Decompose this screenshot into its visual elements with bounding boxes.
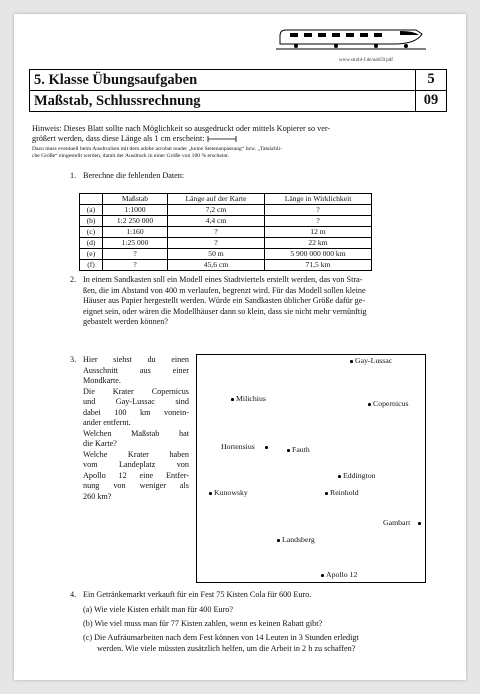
crater-dot: [265, 446, 268, 449]
table-row: [80, 216, 372, 227]
crater-label: Apollo 12: [326, 570, 358, 579]
table-header-cell: [80, 194, 103, 205]
crater-dot: [350, 360, 353, 363]
crater-dot: [418, 522, 421, 525]
hint-small-2: che Größe“ eingestellt werden, damit der Ausdruck in einer Größe von 100 % erscheint.: [32, 153, 230, 159]
table-cell: ?: [168, 238, 265, 249]
table-cell: 1:1000: [103, 205, 168, 216]
table-cell: (a): [80, 205, 103, 216]
table-cell: (e): [80, 249, 103, 260]
worksheet-page: [14, 14, 466, 680]
q3-line: Mondkarte.: [83, 376, 121, 385]
table-cell: ?: [103, 249, 168, 260]
moon-map: [196, 354, 426, 583]
table-row: [80, 260, 372, 271]
q3-line: 260 km?: [83, 491, 112, 501]
scale-table: [79, 193, 372, 271]
q3-line: Ausschnitt aus einer: [83, 365, 189, 375]
q4-number: 4.: [70, 590, 77, 599]
crater-dot: [368, 403, 371, 406]
q3-text: [83, 355, 189, 502]
table-cell: ?: [265, 216, 372, 227]
table-cell: 1:2 250 000: [103, 216, 168, 227]
q4-text: Ein Getränkemarkt verkauft für ein Fest 75 Kisten Cola für 600 Euro.: [83, 590, 312, 599]
table-cell: 1:160: [103, 227, 168, 238]
q3-line: Hier siehst du einen: [83, 355, 189, 364]
q2-number: 2.: [70, 275, 77, 284]
table-cell: 7,2 cm: [168, 205, 265, 216]
sheet-number: 09: [415, 91, 446, 111]
q1-number: 1.: [70, 171, 77, 180]
q2-line: gebastelt werden können?: [83, 317, 169, 326]
crater-label: Eddington: [343, 471, 376, 480]
crater-label: Reinhold: [330, 488, 359, 497]
crater-label: Copernicus: [373, 399, 409, 408]
table-header-cell: Maßstab: [103, 194, 168, 205]
crater-dot: [287, 449, 290, 452]
q4-c-line-2: werden. Wie viele müssten zusätzlich helfen, um die Arbeit in 2 h zu schaffen?: [97, 644, 356, 653]
source-url: www.strobl-f.de/ueb59.pdf: [339, 58, 393, 63]
table-header-cell: Länge auf der Karte: [168, 194, 265, 205]
table-row: [80, 238, 372, 249]
table-cell: (b): [80, 216, 103, 227]
q3-line: Die Krater Copernicus: [83, 386, 189, 396]
crater-dot: [338, 475, 341, 478]
q3-line: vom Landeplatz von: [83, 460, 189, 469]
header-row-2: [29, 90, 447, 112]
table-cell: ?: [265, 205, 372, 216]
q2-text: [83, 275, 449, 328]
q3-line: Apollo 12 eine Entfer-: [83, 470, 189, 480]
crater-label: Fauth: [292, 445, 310, 454]
q3-line: nung von weniger als: [83, 481, 189, 490]
q3-line: ander entfernt.: [83, 418, 131, 427]
page-subtitle: Maßstab, Schlussrechnung: [34, 93, 201, 109]
table-cell: (c): [80, 227, 103, 238]
crater-dot: [277, 539, 280, 542]
q2-line: Häuser aus Papier hergestellt werden. Würde ein Sandkasten üblicher Größe dafür ge-: [83, 296, 366, 305]
table-cell: 22 km: [265, 238, 372, 249]
table-header-row: [80, 194, 372, 205]
q2-line: eignet sein, oder wären die Modellhäuser dann so klein, dass sie nicht mehr vernünftig: [83, 306, 367, 316]
crater-dot: [321, 574, 324, 577]
table-cell: 45,6 cm: [168, 260, 265, 271]
q4-a: (a) Wie viele Kisten erhält man für 400 Euro?: [83, 605, 234, 614]
table-row: [80, 205, 372, 216]
table-cell: 50 m: [168, 249, 265, 260]
table-cell: 1:25 000: [103, 238, 168, 249]
hint-line-1: Hinweis: Dieses Blatt sollte nach Möglichkeit so ausgedruckt oder mittels Kopierer so ver-: [32, 124, 331, 133]
crater-dot: [209, 492, 212, 495]
table-header-cell: Länge in Wirklichkeit: [265, 194, 372, 205]
q4-c-line-1: (c) Die Aufräumarbeiten nach dem Fest können von 14 Leuten in 3 Stunden erledigt: [83, 633, 359, 642]
crater-label: Gay-Lussac: [355, 356, 393, 365]
crater-label: Landsberg: [282, 535, 315, 544]
crater-label: Hortensius: [221, 442, 255, 451]
table-cell: 12 m: [265, 227, 372, 238]
q3-number: 3.: [70, 355, 77, 364]
q3-line: die Karte?: [83, 439, 117, 448]
crater-label: Gambart: [383, 518, 411, 527]
table-row: [80, 227, 372, 238]
table-row: [80, 249, 372, 260]
table-cell: ?: [103, 260, 168, 271]
q3-line: dabei 100 km vonein-: [83, 407, 189, 417]
crater-dot: [231, 398, 234, 401]
hint-small-1: Dazu muss eventuell beim Ausdrucken mit dem adobe acrobat reader „keine Seitenanpassung“ bzw. „Tatsächli-: [32, 146, 282, 152]
hint-line-2: [32, 134, 446, 145]
crater-label: Kunowsky: [214, 488, 248, 497]
q2-line: In einem Sandkasten soll ein Modell eines Stadtviertels erstellt werden, das von Stra-: [83, 275, 363, 284]
table-cell: 5 900 000 000 km: [265, 249, 372, 260]
q3-line: Welche Krater haben: [83, 449, 189, 459]
one-cm-line-icon: [207, 136, 237, 142]
grade-number: 5: [415, 70, 446, 90]
table-cell: 4,4 cm: [168, 216, 265, 227]
q3-line: Welchen Maßstab hat: [83, 428, 189, 438]
q3-line: und Gay-Lussac sind: [83, 397, 189, 406]
table-cell: ?: [168, 227, 265, 238]
q1-text: Berechne die fehlenden Daten:: [83, 171, 185, 180]
table-cell: (f): [80, 260, 103, 271]
q4-b: (b) Wie viel muss man für 77 Kisten zahlen, wenn es keinen Rabatt gibt?: [83, 619, 323, 628]
hint-text: größert werden, dass diese Länge als 1 cm erscheint:: [32, 134, 205, 143]
crater-label: Milichius: [236, 394, 266, 403]
q2-line: ßen, die im Abstand von 400 m verlaufen, begrenzt wird. Für das Modell sollen kleine: [83, 285, 366, 295]
page-title: 5. Klasse Übungsaufgaben: [34, 72, 198, 88]
header-row-1: [29, 69, 447, 91]
table-cell: (d): [80, 238, 103, 249]
crater-dot: [325, 492, 328, 495]
train-logo: [276, 22, 426, 52]
table-cell: 71,5 km: [265, 260, 372, 271]
